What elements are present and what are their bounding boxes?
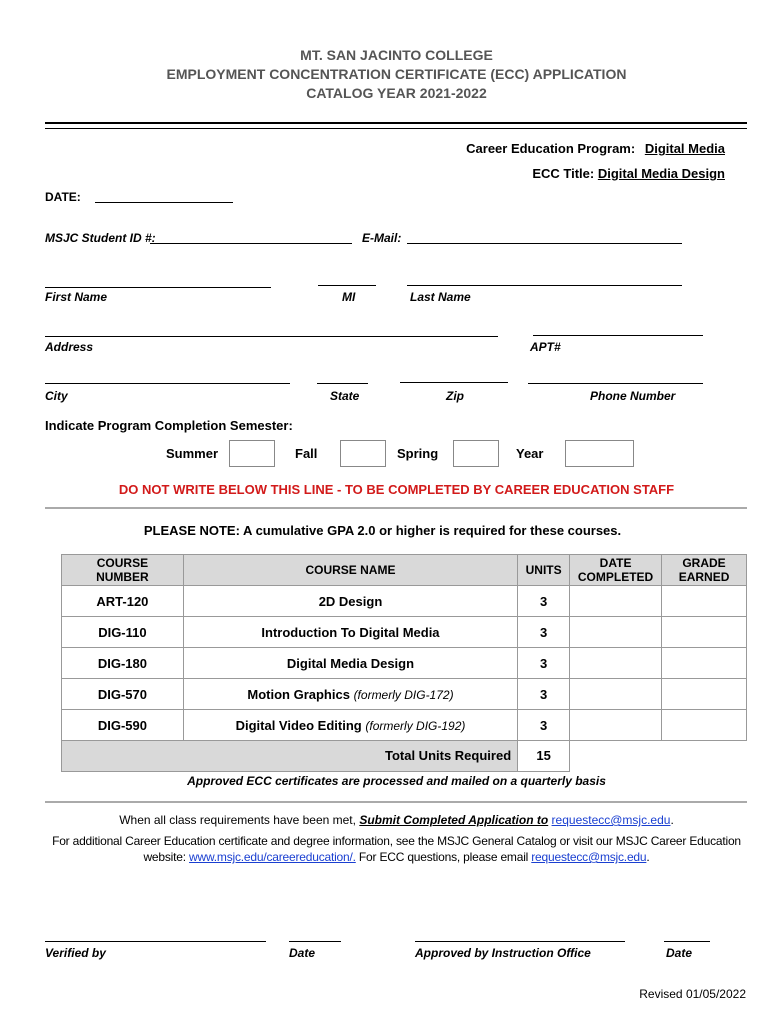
course-name: Digital Media Design xyxy=(183,648,517,679)
date1-field[interactable] xyxy=(289,941,341,942)
col-course-number: COURSE NUMBER xyxy=(62,555,184,586)
submit-prefix: When all class requirements have been met, xyxy=(119,813,360,827)
zip-field[interactable] xyxy=(400,382,508,383)
submit-email-link[interactable]: requestecc@msjc.edu xyxy=(551,813,671,827)
last-name-field[interactable] xyxy=(407,285,682,286)
table-row xyxy=(62,679,747,710)
date2-label: Date xyxy=(666,946,693,960)
course-number: DIG-180 xyxy=(62,648,184,679)
state-field[interactable] xyxy=(317,383,368,384)
grade-earned-cell[interactable] xyxy=(662,586,747,617)
completion-heading: Indicate Program Completion Semester: xyxy=(45,418,293,433)
email-field[interactable] xyxy=(407,243,682,244)
info-line1: For additional Career Education certificate and degree information, see the MSJC General Catalog or visit our MSJC Career Education xyxy=(52,834,741,848)
submit-bold: Submit Completed Application to xyxy=(359,813,549,827)
submit-suffix: . xyxy=(670,813,674,827)
spring-box[interactable] xyxy=(453,440,499,467)
fall-box[interactable] xyxy=(340,440,386,467)
course-name: Digital Video Editing xyxy=(235,717,362,733)
date1-label: Date xyxy=(289,946,316,960)
date-field[interactable] xyxy=(95,202,233,203)
approved-by-label: Approved by Instruction Office xyxy=(415,946,591,960)
course-number: ART-120 xyxy=(62,586,184,617)
footer-divider xyxy=(45,801,747,803)
year-label: Year xyxy=(516,446,544,461)
career-education-link[interactable]: www.msjc.edu/careereducation/. xyxy=(189,850,356,864)
course-name: 2D Design xyxy=(183,586,517,617)
approved-note: Approved ECC certificates are processed and mailed on a quarterly basis xyxy=(187,774,606,788)
state-label: State xyxy=(330,389,360,403)
staff-divider xyxy=(45,507,747,509)
city-label: City xyxy=(45,389,68,403)
summer-label: Summer xyxy=(166,446,219,461)
college-name: MT. SAN JACINTO COLLEGE xyxy=(300,47,493,63)
staff-warning: DO NOT WRITE BELOW THIS LINE - TO BE COMPLETED BY CAREER EDUCATION STAFF xyxy=(118,482,675,497)
info-email-link[interactable]: requestecc@msjc.edu xyxy=(531,850,647,864)
grade-earned-cell[interactable] xyxy=(662,648,747,679)
approved-by-field[interactable] xyxy=(415,941,625,942)
total-units-label: Total Units Required xyxy=(62,741,518,772)
table-row xyxy=(62,617,747,648)
apt-label: APT# xyxy=(530,340,561,354)
table-header-row xyxy=(62,555,747,586)
student-id-field[interactable] xyxy=(150,243,352,244)
course-name-cell xyxy=(183,710,517,741)
grade-earned-cell[interactable] xyxy=(662,617,747,648)
course-number: DIG-570 xyxy=(62,679,184,710)
date-completed-cell[interactable] xyxy=(570,648,662,679)
city-field[interactable] xyxy=(45,383,290,384)
phone-field[interactable] xyxy=(528,383,703,384)
mi-field[interactable] xyxy=(318,285,376,286)
date2-field[interactable] xyxy=(664,941,710,942)
ecc-title-value: Digital Media Design xyxy=(597,166,725,181)
course-name: Introduction To Digital Media xyxy=(183,617,517,648)
col-grade-earned: GRADE EARNED xyxy=(662,555,747,586)
submit-instructions xyxy=(0,813,770,827)
date-completed-cell[interactable] xyxy=(570,710,662,741)
student-id-label: MSJC Student ID #: xyxy=(45,231,156,245)
course-units: 3 xyxy=(518,648,570,679)
ecc-title xyxy=(532,166,725,181)
ecc-title-label: ECC Title: xyxy=(532,166,595,181)
form-title: EMPLOYMENT CONCENTRATION CERTIFICATE (ECC) APPLICATION xyxy=(166,66,627,82)
col-course-name: COURSE NAME xyxy=(183,555,517,586)
course-former-code: (formerly DIG-192) xyxy=(365,718,466,733)
career-program-label: Career Education Program: xyxy=(466,141,636,156)
date-label: DATE: xyxy=(45,190,81,204)
date-completed-cell[interactable] xyxy=(570,679,662,710)
last-name-label: Last Name xyxy=(410,290,471,304)
table-row xyxy=(62,586,747,617)
course-units: 3 xyxy=(518,679,570,710)
gpa-note: PLEASE NOTE: A cumulative GPA 2.0 or higher is required for these courses. xyxy=(143,523,622,538)
address-label: Address xyxy=(45,340,94,354)
course-number: DIG-590 xyxy=(62,710,184,741)
career-program-value: Digital Media xyxy=(644,141,725,156)
grade-earned-cell[interactable] xyxy=(662,710,747,741)
table-row xyxy=(62,710,747,741)
total-row-spacer xyxy=(570,741,747,772)
revised-date: Revised 01/05/2022 xyxy=(639,987,746,1001)
email-label: E-Mail: xyxy=(362,231,402,245)
summer-box[interactable] xyxy=(229,440,275,467)
first-name-field[interactable] xyxy=(45,287,271,288)
header-divider xyxy=(45,122,747,129)
mi-label: MI xyxy=(342,290,356,304)
fall-label: Fall xyxy=(295,446,318,461)
apt-field[interactable] xyxy=(533,335,703,336)
course-name-cell xyxy=(183,679,517,710)
course-number: DIG-110 xyxy=(62,617,184,648)
col-date-completed: DATE COMPLETED xyxy=(570,555,662,586)
year-box[interactable] xyxy=(565,440,634,467)
col-units: UNITS xyxy=(518,555,570,586)
catalog-year: CATALOG YEAR 2021-2022 xyxy=(306,85,487,101)
info-suffix: . xyxy=(646,850,650,864)
info-mid: For ECC questions, please email xyxy=(355,850,532,864)
total-row xyxy=(62,741,747,772)
table-row xyxy=(62,648,747,679)
grade-earned-cell[interactable] xyxy=(662,679,747,710)
total-units-value: 15 xyxy=(518,741,570,772)
date-completed-cell[interactable] xyxy=(570,617,662,648)
course-units: 3 xyxy=(518,617,570,648)
address-field[interactable] xyxy=(45,336,498,337)
verified-by-label: Verified by xyxy=(45,946,106,960)
course-units: 3 xyxy=(518,710,570,741)
first-name-label: First Name xyxy=(45,290,108,304)
course-name: Motion Graphics xyxy=(247,686,350,702)
date-completed-cell[interactable] xyxy=(570,586,662,617)
verified-by-field[interactable] xyxy=(45,941,266,942)
course-table xyxy=(61,554,747,772)
info-prefix: website: xyxy=(143,850,190,864)
career-program xyxy=(466,141,725,156)
spring-label: Spring xyxy=(397,446,439,461)
info-paragraph xyxy=(30,833,763,865)
course-former-code: (formerly DIG-172) xyxy=(353,687,454,702)
phone-label: Phone Number xyxy=(590,389,676,403)
zip-label: Zip xyxy=(446,389,464,403)
course-units: 3 xyxy=(518,586,570,617)
